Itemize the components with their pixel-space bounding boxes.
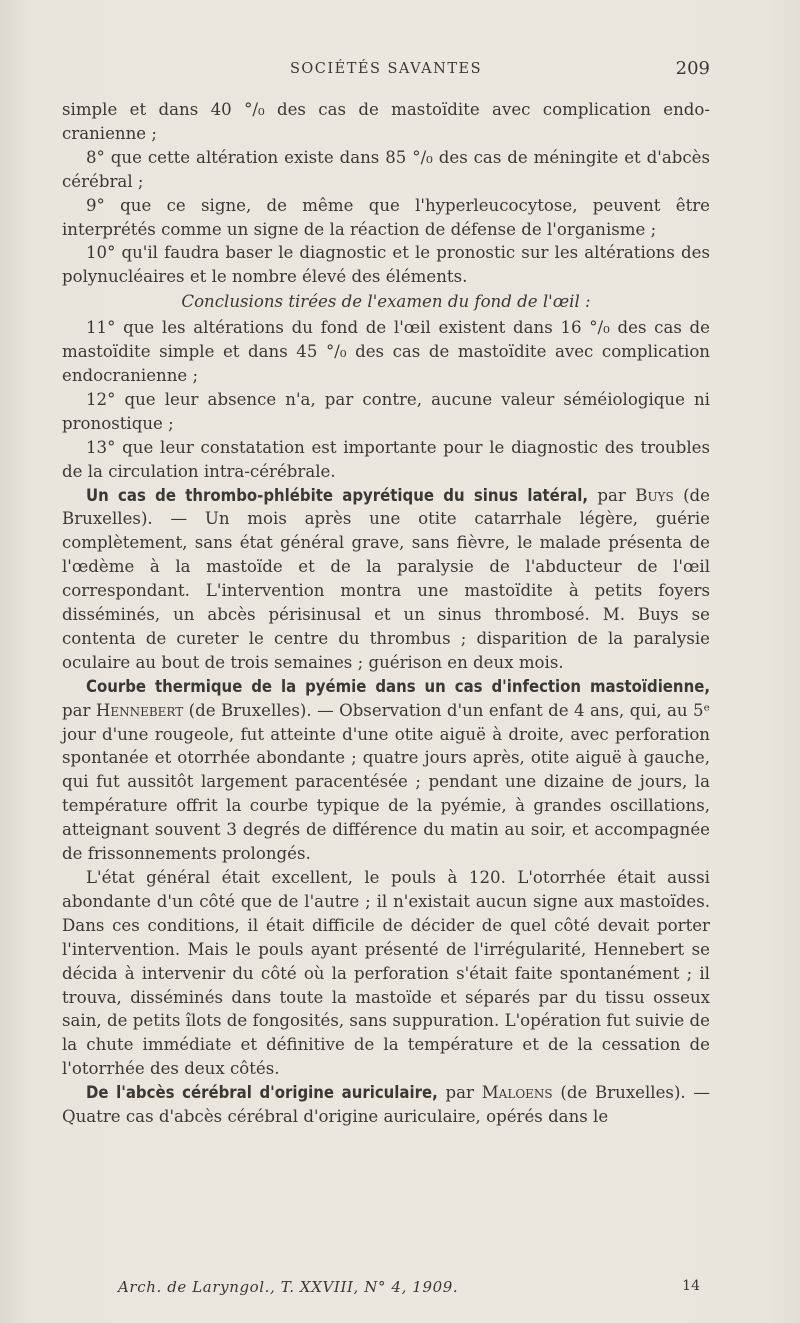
article-author: Hennebert bbox=[95, 700, 184, 720]
article-author: Maloens bbox=[481, 1083, 553, 1103]
article-title: Courbe thermique de la pyémie dans un cas d'infection mastoïdienne, bbox=[86, 676, 710, 696]
paragraph: 10° qu'il faudra baser le diagnostic et le pronostic sur les altérations des polynucléaires et le nombre élevé des éléments. bbox=[62, 243, 710, 287]
paragraph: 13° que leur constatation est importante pour le diagnostic des troubles de la circulation intra-cérébrale. bbox=[62, 437, 710, 481]
article-location: (de Bruxelles). bbox=[183, 700, 312, 720]
article-body: — Un mois après une otite catarrhale légère, guérie complètement, sans état général grave, sans fièvre, le malade présenta de l'œdème à la mastoïde et de la paralysie de l'abducteur de l'œil correspondant. L'intervention montra une mastoïdite à petits foyers disséminés, un abcès périsinusal et un sinus thrombosé. M. Buys se contenta de cureter le centre du thrombus ; disparition de la paralysie oculaire au bout de trois semaines ; guérison en deux mois. bbox=[62, 509, 710, 672]
journal-reference: Arch. de Laryngol., T. XXVIII, N° 4, 1909. bbox=[118, 1278, 459, 1296]
paragraph: 11° que les altérations du fond de l'œil existent dans 16 °/₀ des cas de mastoïdite simple et dans 45 °/₀ des cas de mastoïdite avec complication endocranienne ; bbox=[62, 318, 710, 385]
article-title: Un cas de thrombo-phlébite apyrétique du sinus latéral, bbox=[86, 485, 589, 505]
article-par: par bbox=[437, 1083, 482, 1103]
paragraph: L'état général était excellent, le pouls à 120. L'otorrhée était aussi abondante d'un côté que de l'autre ; il n'existait aucun signe aux mastoïdes. Dans ces conditions, il était difficile de décider de quel côté devait porter l'intervention. Mais le pouls ayant présenté de l'irrégularité, Hennebert se décida à intervenir du côté où la perforation s'était faite spontanément ; il trouva, disséminés dans toute la mastoïde et séparés par du tissu osseux sain, de petits îlots de fongosités, sans suppuration. L'opération fut suivie de la chute immédiate et définitive de la température et de la cessation de l'otorrhée des deux côtés. bbox=[62, 868, 710, 1079]
article-maloens bbox=[62, 1081, 710, 1129]
running-head: SOCIÉTÉS SAVANTES bbox=[289, 61, 483, 77]
article-buys bbox=[62, 484, 710, 675]
section-subheading: Conclusions tirées de l'examen du fond de l'œil : bbox=[181, 292, 591, 312]
paragraph: 9° que ce signe, de même que l'hyperleucocytose, peuvent être interprétés comme un signe de la réaction de défense de l'organisme ; bbox=[62, 195, 710, 239]
article-author: Buys bbox=[635, 485, 674, 505]
page-footer bbox=[62, 1278, 710, 1302]
article-location: (de Bruxelles). bbox=[62, 485, 711, 529]
paragraph: 8° que cette altération existe dans 85 °/₀ des cas de méningite et d'abcès cérébral ; bbox=[62, 147, 710, 191]
paragraph: simple et dans 40 °/₀ des cas de mastoïdite avec complication endo-cranienne ; bbox=[62, 100, 710, 143]
article-body: — Observation d'un enfant de 4 ans, qui, au 5ᵉ jour d'une rougeole, fut atteinte d'une otite aiguë à droite, avec perforation spontanée et otorrhée abondante ; quatre jours après, otite aiguë à gauche, qui fut aussitôt largement paracentésée ; pendant une dizaine de jours, la température offrit la courbe typique de la pyémie, à grandes oscillations, atteignant souvent 3 degrés de différence du matin au soir, et accompagnée de frissonnements prolongés. bbox=[62, 700, 710, 864]
article-par: par bbox=[62, 700, 96, 720]
paragraph: 12° que leur absence n'a, par contre, aucune valeur séméiologique ni pronostique ; bbox=[62, 389, 710, 433]
article-title: De l'abcès cérébral d'origine auriculaire, bbox=[86, 1083, 438, 1103]
article-body: — Quatre cas d'abcès cérébral d'origine auriculaire, opérés dans le bbox=[62, 1083, 711, 1127]
page-header bbox=[62, 58, 710, 82]
page-number: 209 bbox=[675, 58, 710, 79]
signature-mark: 14 bbox=[682, 1278, 700, 1294]
article-par: par bbox=[588, 485, 636, 505]
body-text bbox=[62, 98, 710, 1129]
article-location: (de Bruxelles). bbox=[552, 1083, 686, 1103]
article-hennebert bbox=[62, 675, 710, 866]
